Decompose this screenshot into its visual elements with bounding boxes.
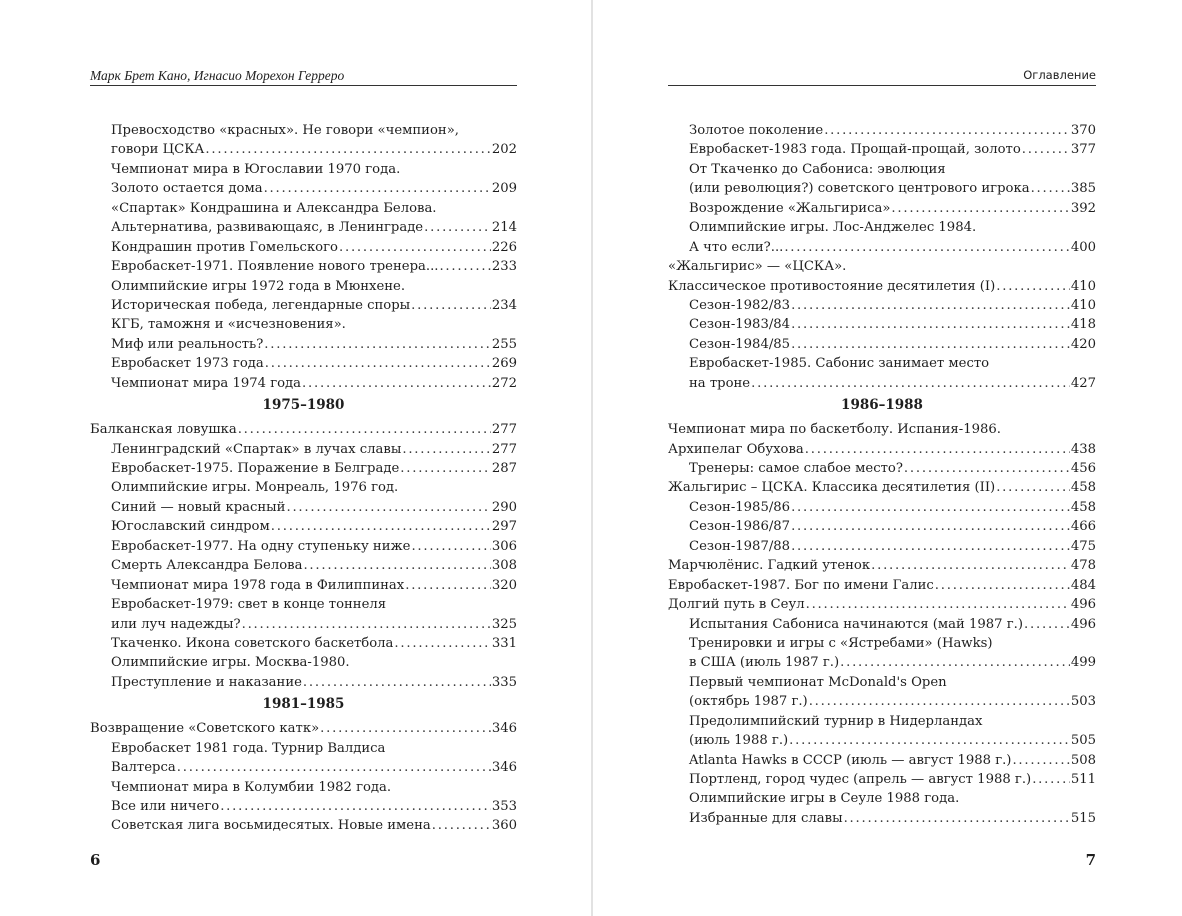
toc-entry-title: Чемпионат мира в Колумбии 1982 года. — [111, 779, 392, 795]
toc-entry — [90, 121, 517, 140]
toc-entry-title: Чемпионат мира 1974 года — [111, 375, 302, 391]
dot-leader — [320, 719, 491, 738]
toc-entry — [668, 556, 1096, 575]
toc-entry — [668, 615, 1096, 634]
toc-entry-title: Чемпионат мира по баскетболу. Испания-1986. — [668, 422, 1001, 438]
toc-entry-title: Возвращение «Советского катк» — [90, 721, 320, 737]
dot-leader — [264, 179, 491, 198]
toc-page-number: 505 — [1070, 733, 1096, 749]
toc-entry — [90, 335, 517, 354]
toc-page-number: 377 — [1070, 142, 1096, 158]
toc-page-number: 418 — [1070, 317, 1096, 333]
toc-page-number: 335 — [491, 674, 517, 690]
toc-entry-title: Евробаскет-1979: свет в конце тоннеля — [111, 597, 387, 613]
dot-leader — [1031, 179, 1070, 198]
toc-page-number: 456 — [1070, 461, 1096, 476]
toc-page-number: 272 — [491, 375, 517, 391]
toc-entry — [90, 374, 517, 393]
toc-entry — [90, 140, 517, 159]
toc-page-number: 458 — [1070, 480, 1096, 496]
toc-page-number: 234 — [491, 297, 517, 313]
toc-entry — [668, 121, 1096, 140]
toc-entry-title: Сезон-1983/84 — [689, 317, 791, 333]
toc-entry — [90, 615, 517, 634]
toc-entry-title: Сезон-1982/83 — [689, 297, 791, 313]
toc-page-number: 438 — [1070, 441, 1096, 457]
toc-entry-title: Классическое противостояние десятилетия (I) — [668, 278, 996, 294]
dot-leader — [265, 354, 491, 373]
toc-entry-title: Портленд, город чудес (апрель — август 1988 г.) — [689, 772, 1032, 787]
toc-page-number: 400 — [1070, 239, 1096, 255]
dot-leader — [791, 335, 1070, 354]
toc-page-number: 499 — [1070, 655, 1096, 671]
dot-leader — [400, 459, 491, 478]
toc-entry-title: Альтернатива, развивающаяс, в Ленинграде — [111, 220, 424, 236]
toc-page-number: 508 — [1070, 752, 1096, 768]
toc-page-number: 255 — [491, 336, 517, 352]
toc-entry-title: Евробаскет-1985. Сабонис занимает место — [689, 356, 990, 372]
toc-entry — [668, 459, 1096, 478]
toc-page-number: 214 — [491, 220, 517, 236]
toc-page-number: 233 — [491, 259, 517, 275]
toc-entry — [668, 712, 1096, 731]
toc-entry — [90, 537, 517, 556]
dot-leader — [402, 440, 490, 459]
toc-entry — [668, 770, 1096, 789]
toc-entry — [90, 315, 517, 334]
dot-leader — [935, 576, 1070, 595]
toc-entry — [668, 576, 1096, 595]
toc-entry — [668, 692, 1096, 711]
toc-page-number: 484 — [1070, 577, 1096, 593]
toc-page-number: 458 — [1070, 499, 1096, 515]
toc-entry-title: Евробаскет 1981 года. Турнир Валдиса — [111, 740, 386, 756]
toc-entry-title: Советская лига восьмидесятых. Новые имена — [111, 818, 431, 834]
toc-entry-title: Смерть Александра Белова — [111, 558, 303, 574]
toc-page-number: 269 — [491, 356, 517, 372]
dot-leader — [844, 809, 1070, 828]
toc-entry — [668, 374, 1096, 393]
toc-entry-title: говори ЦСКА — [111, 142, 205, 158]
toc-entry — [90, 179, 517, 198]
dot-leader — [996, 478, 1070, 497]
toc-entry-title: Синий — новый красный — [111, 499, 286, 515]
toc-entry-title: Марчюлёнис. Гадкий утенок — [668, 558, 871, 574]
toc-entry — [90, 238, 517, 257]
toc-entry-title: Олимпийские игры. Москва-1980. — [111, 655, 350, 671]
toc-entry — [668, 751, 1096, 770]
toc-entry-title: Евробаскет-1975. Поражение в Белграде — [111, 461, 400, 476]
toc-entry — [668, 257, 1096, 276]
dot-leader — [891, 199, 1069, 218]
dot-leader — [789, 731, 1070, 750]
toc-entry-title: Сезон-1985/86 — [689, 499, 791, 515]
toc-list-left — [90, 121, 517, 836]
dot-leader — [996, 277, 1070, 296]
toc-entry-title: (июль 1988 г.) — [689, 733, 789, 749]
toc-entry — [668, 140, 1096, 159]
dot-leader — [791, 296, 1070, 315]
toc-entry-title: «Жальгирис» — «ЦСКА». — [668, 259, 847, 275]
toc-entry — [90, 440, 517, 459]
dot-leader — [784, 238, 1070, 257]
toc-page-number: 496 — [1070, 616, 1096, 632]
toc-entry — [90, 576, 517, 595]
dot-leader — [205, 140, 490, 159]
toc-page-number: 410 — [1070, 278, 1096, 294]
toc-entry — [90, 420, 517, 439]
toc-entry — [90, 498, 517, 517]
toc-page-number: 478 — [1070, 558, 1096, 574]
dot-leader — [1024, 615, 1070, 634]
dot-leader — [432, 816, 491, 835]
running-head-authors: Марк Брет Кано, Игнасио Морехон Герреро — [90, 66, 517, 86]
dot-leader — [271, 517, 491, 536]
dot-leader — [791, 537, 1070, 556]
toc-entry-title: Олимпийские игры. Лос-Анджелес 1984. — [689, 220, 977, 236]
toc-page-number: 320 — [491, 577, 517, 593]
toc-entry-title: КГБ, таможня и «исчезновения». — [111, 317, 346, 333]
toc-entry-title: Евробаскет-1987. Бог по имени Галис — [668, 577, 934, 593]
toc-entry-title: Валтерса — [111, 760, 176, 776]
dot-leader — [1032, 770, 1070, 789]
toc-entry-title: Долгий путь в Сеул — [668, 597, 805, 613]
toc-entry — [90, 296, 517, 315]
toc-page-number: 277 — [491, 422, 517, 438]
toc-page-number: 346 — [491, 721, 517, 737]
toc-page-number: 202 — [491, 142, 517, 158]
toc-page-number: 346 — [491, 760, 517, 776]
right-page — [668, 0, 1096, 916]
toc-entry-title: Золото остается дома — [111, 181, 263, 197]
toc-entry — [668, 160, 1096, 179]
toc-entry — [668, 809, 1096, 828]
page-number-right: 7 — [1085, 851, 1096, 869]
toc-entry-title: Преступление и наказание — [111, 674, 302, 690]
toc-entry — [668, 335, 1096, 354]
toc-entry-title: Предолимпийский турнир в Нидерландах — [689, 713, 983, 729]
toc-page-number: 511 — [1070, 772, 1096, 787]
toc-entry — [90, 277, 517, 296]
toc-section-heading — [90, 692, 517, 719]
toc-page-number: 370 — [1070, 123, 1096, 138]
toc-entry — [90, 778, 517, 797]
toc-page-number: 325 — [491, 616, 517, 632]
toc-entry-title: Atlanta Hawks в СССР (июль — август 1988 г.) — [689, 752, 1012, 768]
toc-entry — [90, 719, 517, 738]
toc-entry-title: (или революция?) советского центрового игрока — [689, 181, 1030, 197]
toc-entry-title: (октябрь 1987 г.) — [689, 694, 808, 710]
toc-entry — [90, 218, 517, 237]
dot-leader — [303, 556, 490, 575]
toc-entry — [90, 797, 517, 816]
toc-entry — [668, 238, 1096, 257]
toc-entry-title: Ткаченко. Икона советского баскетбола — [111, 635, 394, 651]
toc-entry-title: 1981–1985 — [262, 696, 345, 713]
dot-leader — [303, 673, 491, 692]
toc-entry-title: А что если?... — [689, 239, 784, 255]
toc-entry-title: Сезон-1987/88 — [689, 538, 791, 554]
toc-entry — [668, 440, 1096, 459]
toc-page-number: 331 — [491, 635, 517, 651]
toc-entry — [668, 517, 1096, 536]
toc-entry-title: или луч надежды? — [111, 616, 241, 632]
dot-leader — [264, 335, 491, 354]
toc-entry-title: Избранные для славы — [689, 810, 843, 826]
toc-entry — [668, 673, 1096, 692]
toc-page-number: 392 — [1070, 200, 1096, 216]
toc-page-number: 209 — [491, 181, 517, 197]
dot-leader — [238, 420, 491, 439]
book-spine — [591, 0, 593, 916]
dot-leader — [871, 556, 1070, 575]
dot-leader — [411, 537, 490, 556]
toc-entry-title: Возрождение «Жальгириса» — [689, 200, 891, 216]
toc-entry — [668, 420, 1096, 439]
toc-entry — [668, 537, 1096, 556]
toc-page-number: 308 — [491, 558, 517, 574]
toc-list-right — [668, 121, 1096, 828]
running-head-contents: Оглавление — [668, 66, 1096, 86]
toc-entry — [90, 816, 517, 835]
toc-entry-title: Архипелаг Обухова — [668, 441, 804, 457]
dot-leader — [242, 615, 491, 634]
dot-leader — [791, 315, 1070, 334]
dot-leader — [1022, 140, 1070, 159]
toc-page-number: 466 — [1070, 519, 1096, 535]
toc-entry — [668, 789, 1096, 808]
toc-entry — [90, 634, 517, 653]
toc-page-number: 353 — [491, 799, 517, 814]
toc-entry-title: Олимпийские игры. Монреаль, 1976 год. — [111, 480, 399, 496]
toc-entry — [90, 673, 517, 692]
toc-entry-title: Чемпионат мира в Югославии 1970 года. — [111, 161, 401, 177]
toc-entry-title: Испытания Сабониса начинаются (май 1987 г.) — [689, 616, 1024, 632]
dot-leader — [791, 517, 1070, 536]
toc-entry-title: Превосходство «красных». Не говори «чемпион», — [111, 123, 459, 138]
toc-entry — [90, 160, 517, 179]
toc-entry-title: Все или ничего — [111, 799, 220, 814]
toc-page-number: 297 — [491, 519, 517, 535]
toc-page-number: 420 — [1070, 336, 1096, 352]
toc-entry — [90, 478, 517, 497]
toc-entry-title: Чемпионат мира 1978 года в Филиппинах — [111, 577, 405, 593]
toc-entry — [90, 739, 517, 758]
toc-entry — [668, 179, 1096, 198]
toc-entry — [668, 498, 1096, 517]
dot-leader — [806, 595, 1070, 614]
toc-section-heading — [668, 393, 1096, 420]
toc-entry — [668, 478, 1096, 497]
toc-entry-title: Евробаскет-1977. На одну ступеньку ниже — [111, 538, 411, 554]
toc-entry — [668, 354, 1096, 373]
toc-entry-title: Олимпийские игры 1972 года в Мюнхене. — [111, 278, 406, 294]
dot-leader — [1012, 751, 1069, 770]
toc-entry — [668, 296, 1096, 315]
dot-leader — [411, 296, 491, 315]
toc-entry-title: Историческая победа, легендарные споры — [111, 297, 411, 313]
dot-leader — [339, 238, 491, 257]
toc-entry-title: Тренеры: самое слабое место? — [689, 461, 903, 476]
toc-page-number: 385 — [1070, 181, 1096, 197]
page-number-left: 6 — [90, 851, 101, 869]
toc-entry-title: Золотое поколение — [689, 123, 824, 138]
toc-page-number: 515 — [1070, 810, 1096, 826]
dot-leader — [177, 758, 491, 777]
toc-entry-title: Миф или реальность? — [111, 336, 264, 352]
toc-entry — [90, 257, 517, 276]
toc-entry-title: От Ткаченко до Сабониса: эволюция — [689, 161, 946, 177]
dot-leader — [751, 374, 1070, 393]
dot-leader — [302, 374, 491, 393]
toc-entry-title: Евробаскет-1971. Появление нового тренера... — [111, 259, 439, 275]
toc-entry-title: 1986–1988 — [841, 397, 923, 414]
toc-page-number: 410 — [1070, 297, 1096, 313]
toc-entry-title: «Спартак» Кондрашина и Александра Белова. — [111, 200, 437, 216]
toc-page-number: 290 — [491, 499, 517, 515]
toc-entry — [90, 595, 517, 614]
toc-entry — [90, 459, 517, 478]
toc-entry — [668, 595, 1096, 614]
toc-entry-title: Балканская ловушка — [90, 422, 237, 438]
toc-entry — [668, 731, 1096, 750]
toc-entry-title: Кондрашин против Гомельского — [111, 239, 338, 255]
toc-page-number: 496 — [1070, 597, 1096, 613]
dot-leader — [805, 440, 1070, 459]
toc-entry — [668, 199, 1096, 218]
toc-entry — [668, 634, 1096, 653]
toc-page-number: 287 — [491, 461, 517, 476]
toc-entry-title: Евробаскет-1983 года. Прощай-прощай, золото — [689, 142, 1021, 158]
dot-leader — [809, 692, 1070, 711]
toc-entry — [668, 277, 1096, 296]
toc-entry — [90, 653, 517, 672]
toc-entry-title: Тренировки и игры с «Ястребами» (Hawks) — [689, 635, 993, 651]
dot-leader — [439, 257, 490, 276]
toc-entry — [90, 758, 517, 777]
dot-leader — [824, 121, 1070, 140]
dot-leader — [424, 218, 491, 237]
toc-entry-title: на троне — [689, 375, 751, 391]
toc-entry-title: Жальгирис – ЦСКА. Классика десятилетия (II) — [668, 480, 996, 496]
dot-leader — [286, 498, 490, 517]
toc-page-number: 503 — [1070, 694, 1096, 710]
toc-entry-title: Югославский синдром — [111, 519, 270, 535]
toc-entry — [668, 315, 1096, 334]
toc-page-number: 306 — [491, 538, 517, 554]
dot-leader — [904, 459, 1070, 478]
toc-entry — [668, 653, 1096, 672]
toc-entry-title: Сезон-1986/87 — [689, 519, 791, 535]
toc-entry — [668, 218, 1096, 237]
toc-entry-title: Олимпийские игры в Сеуле 1988 года. — [689, 791, 960, 807]
toc-entry — [90, 199, 517, 218]
dot-leader — [394, 634, 490, 653]
toc-page-number: 427 — [1070, 375, 1096, 391]
toc-entry-title: Евробаскет 1973 года — [111, 356, 264, 372]
toc-page-number: 226 — [491, 239, 517, 255]
toc-entry — [90, 556, 517, 575]
dot-leader — [791, 498, 1070, 517]
toc-page-number: 277 — [491, 441, 517, 457]
toc-entry-title: 1975–1980 — [262, 397, 345, 414]
dot-leader — [405, 576, 491, 595]
left-page — [90, 0, 517, 916]
toc-entry-title: Первый чемпионат McDonald's Open — [689, 674, 947, 690]
dot-leader — [220, 797, 491, 816]
toc-entry-title: в США (июль 1987 г.) — [689, 655, 840, 671]
dot-leader — [840, 653, 1070, 672]
toc-entry — [90, 354, 517, 373]
toc-section-heading — [90, 393, 517, 420]
toc-page-number: 475 — [1070, 538, 1096, 554]
toc-entry-title: Ленинградский «Спартак» в лучах славы — [111, 441, 402, 457]
toc-entry-title: Сезон-1984/85 — [689, 336, 791, 352]
toc-page-number: 360 — [491, 818, 517, 834]
toc-entry — [90, 517, 517, 536]
